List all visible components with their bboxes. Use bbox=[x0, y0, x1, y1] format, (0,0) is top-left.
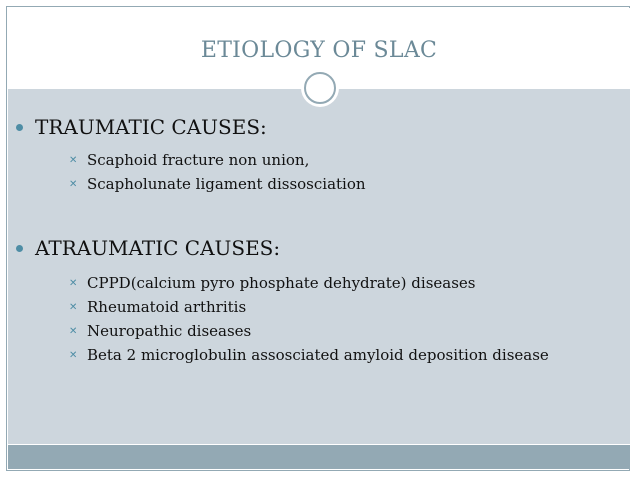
slide-title: ETIOLOGY OF SLAC bbox=[200, 38, 438, 63]
list-item bbox=[14, 343, 614, 367]
list-item bbox=[14, 172, 614, 196]
list-item bbox=[14, 295, 614, 319]
list-item bbox=[14, 271, 614, 295]
x-bullet-icon: ✕ bbox=[69, 178, 78, 190]
x-bullet-icon: ✕ bbox=[69, 154, 78, 166]
x-bullet-icon: ✕ bbox=[69, 349, 78, 361]
footer-bar bbox=[8, 445, 630, 469]
list-item-text: CPPD(calcium pyro phosphate dehydrate) diseases bbox=[87, 274, 476, 292]
list-item bbox=[14, 148, 614, 172]
section-heading-text: TRAUMATIC CAUSES: bbox=[35, 115, 267, 139]
x-bullet-icon: ✕ bbox=[69, 325, 78, 337]
medallion-ring bbox=[304, 72, 336, 104]
dot-bullet-icon bbox=[16, 124, 23, 131]
list-item-text: Neuropathic diseases bbox=[87, 322, 252, 340]
list-item-text: Scapholunate ligament dissosciation bbox=[87, 175, 366, 193]
slide-content bbox=[14, 112, 614, 367]
list-item-text: Rheumatoid arthritis bbox=[87, 298, 247, 316]
list-item bbox=[14, 319, 614, 343]
list-item-text: Scaphoid fracture non union, bbox=[87, 151, 310, 169]
section-heading bbox=[14, 112, 614, 142]
list-item-text: Beta 2 microglobulin assosciated amyloid deposition disease bbox=[87, 346, 549, 364]
x-bullet-icon: ✕ bbox=[69, 277, 78, 289]
dot-bullet-icon bbox=[16, 245, 23, 252]
circle-medallion-icon bbox=[301, 69, 339, 107]
section-heading-text: ATRAUMATIC CAUSES: bbox=[35, 236, 281, 260]
section-heading bbox=[14, 233, 614, 263]
x-bullet-icon: ✕ bbox=[69, 301, 78, 313]
